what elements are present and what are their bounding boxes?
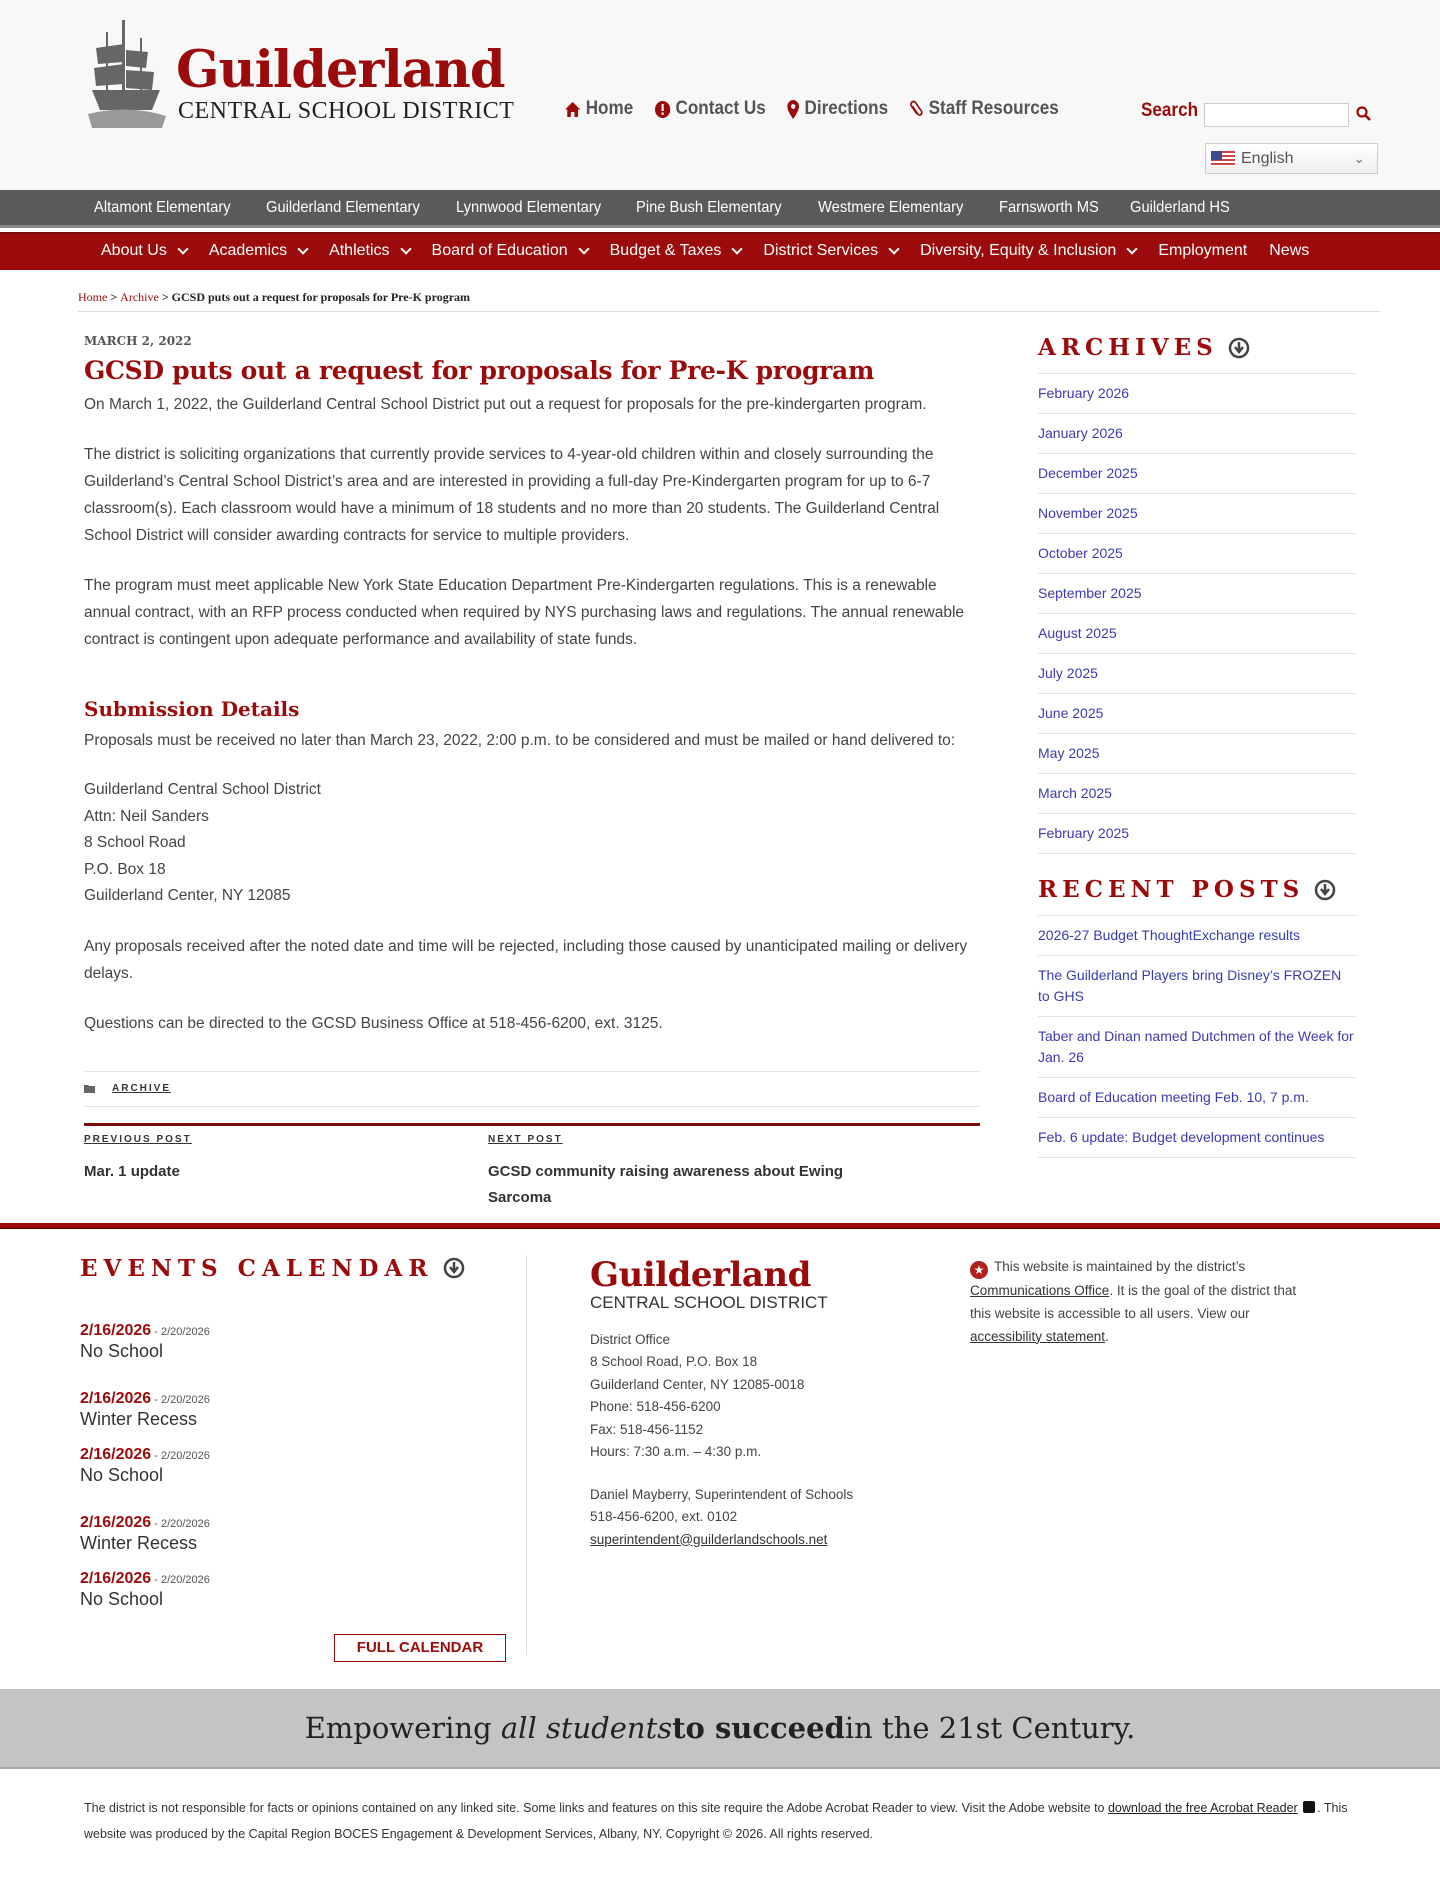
address-line: Attn: Neil Sanders <box>84 807 209 825</box>
event-item[interactable] <box>80 1322 506 1362</box>
tagline-part: to succeed <box>672 1710 845 1745</box>
disclaimer-text: . This website was produced by the Capital Region BOCES Engagement & Development Services, Albany, NY. Copyright © 2026. All rights reserved. <box>84 1800 1348 1841</box>
disclaimer-text: The district is not responsible for facts or opinions contained on any linked site. Some links and features on this site require the Adobe Acrobat Reader to view. Visit the Adobe website to <box>84 1800 1108 1815</box>
school-link-lynnwood[interactable]: Lynnwood Elementary <box>455 198 601 216</box>
archives-list <box>1038 374 1356 854</box>
language-value: English <box>1241 149 1294 167</box>
post-article <box>84 334 980 1211</box>
recent-posts-title: RECENT POSTS <box>1038 876 1305 903</box>
utility-label: Staff Resources <box>928 98 1059 119</box>
external-link-icon <box>1303 1801 1315 1813</box>
nav-about-us[interactable] <box>101 242 187 260</box>
search-label: Search <box>1141 100 1199 121</box>
chevron-down-icon: ⌄ <box>1353 150 1365 166</box>
school-link-westmere[interactable]: Westmere Elementary <box>817 198 964 216</box>
utility-home-link[interactable] <box>565 98 633 120</box>
address-line: Guilderland Center, NY 12085 <box>84 887 291 904</box>
spacer <box>590 1464 936 1484</box>
us-flag-icon <box>1211 151 1235 167</box>
language-select[interactable] <box>1205 143 1378 174</box>
arrow-circle-down-icon[interactable] <box>1314 879 1336 901</box>
previous-post-label: PREVIOUS POST <box>84 1133 192 1145</box>
nav-label: Athletics <box>329 242 390 259</box>
breadcrumb-separator: > <box>107 290 121 304</box>
footer-logo-subtitle: CENTRAL SCHOOL DISTRICT <box>590 1292 828 1312</box>
nav-district-services[interactable] <box>763 242 898 260</box>
link-text: download the free Acrobat Reader <box>1107 1800 1298 1815</box>
recent-post-link[interactable]: The Guilderland Players bring Disney’s FROZEN to GHS <box>1038 956 1356 1017</box>
event-name: Winter Recess <box>80 1408 198 1429</box>
map-marker-icon <box>787 100 799 119</box>
search-button[interactable] <box>1356 106 1371 126</box>
address-line: Guilderland Central School District <box>84 781 321 798</box>
footer-logo-title: Guilderland <box>590 1254 811 1295</box>
utility-label: Home <box>585 98 634 119</box>
archives-heading <box>1038 334 1356 374</box>
nav-label: Academics <box>208 242 288 259</box>
event-item[interactable] <box>80 1390 506 1430</box>
chevron-down-icon <box>888 243 899 254</box>
breadcrumb-current: GCSD puts out a request for proposals for Pre-K program <box>171 290 471 304</box>
archive-link[interactable]: January 2026 <box>1038 414 1356 454</box>
chevron-down-icon <box>578 243 589 254</box>
event-name: Winter Recess <box>80 1532 198 1553</box>
chevron-down-icon <box>732 243 743 254</box>
event-start-date: 2/16/2026 <box>80 1389 152 1407</box>
nav-athletics[interactable] <box>329 242 409 260</box>
event-start-date: 2/16/2026 <box>80 1321 152 1339</box>
contact-line: Fax: 518-456-1152 <box>590 1421 704 1437</box>
event-name: No School <box>80 1340 164 1361</box>
utility-staff-link[interactable] <box>910 98 1059 120</box>
event-end-date: - 2/20/2026 <box>151 1517 210 1530</box>
previous-post-title: Mar. 1 update <box>84 1162 180 1180</box>
event-start-date: 2/16/2026 <box>80 1445 152 1463</box>
site-header <box>0 0 1440 190</box>
category-archive-link[interactable]: ARCHIVE <box>112 1083 172 1094</box>
event-end-date: - 2/20/2026 <box>151 1325 210 1338</box>
event-name: No School <box>80 1588 164 1609</box>
paragraph: Proposals must be received no later than March 23, 2022, 2:00 p.m. to be considered and must be mailed or hand delivered to: <box>84 732 956 749</box>
paragraph: The district is soliciting organizations that currently provide services to 4-year-old children within and closely surrounding the Guilderland’s Central School District’s area and are interested in providing a full-day Pre-Kindergarten program for up to 6-7 classroom(s). Each classroom would have a minimum of 18 students and no more than 20 students. The Guilderland Central School District will consider awarding contracts for service to multiple providers. <box>84 446 940 544</box>
nav-news[interactable] <box>1269 242 1309 260</box>
main-nav <box>0 228 1440 270</box>
utility-nav <box>565 98 1059 120</box>
event-end-date: - 2/20/2026 <box>151 1393 210 1406</box>
sidebar <box>1038 334 1356 1211</box>
folder-icon <box>84 1084 96 1094</box>
accessibility-statement-link[interactable] <box>970 1329 1105 1344</box>
nav-board-of-education[interactable] <box>432 242 588 260</box>
event-item[interactable] <box>80 1446 506 1486</box>
nav-label: About Us <box>101 242 167 259</box>
link-text: Communications Office <box>970 1282 1110 1298</box>
archives-title: ARCHIVES <box>1038 334 1218 361</box>
chevron-down-icon <box>1127 243 1138 254</box>
recent-post-link[interactable]: Board of Education meeting Feb. 10, 7 p.m. <box>1038 1078 1356 1118</box>
nav-budget-taxes[interactable] <box>610 242 742 260</box>
page-content <box>0 334 1440 1211</box>
events-calendar <box>80 1255 527 1655</box>
paragraph: Any proposals received after the noted date and time will be rejected, including those caused by unanticipated mailing or delivery delays. <box>84 937 968 982</box>
archive-link[interactable]: March 2025 <box>1038 774 1356 814</box>
superintendent-line: Daniel Mayberry, Superintendent of Schools <box>590 1486 854 1502</box>
events-title: EVENTS CALENDAR <box>80 1254 434 1282</box>
tagline-part: all students <box>500 1710 673 1745</box>
paperclip-icon <box>910 100 924 118</box>
archive-link[interactable]: August 2025 <box>1038 614 1356 654</box>
next-post-link[interactable] <box>488 1134 848 1211</box>
next-post-title: GCSD community raising awareness about Ewing Sarcoma <box>488 1162 844 1206</box>
acrobat-reader-link[interactable] <box>1108 1801 1298 1815</box>
post-date: MARCH 2, 2022 <box>84 334 192 348</box>
nav-label: Budget & Taxes <box>609 242 722 259</box>
paragraph: The program must meet applicable New York State Education Department Pre-Kindergarten regulations. This is a renewable annual contract, with an RFP process conducted when required by NYS purchasing laws and regulations. The annual renewable contract is contingent upon adequate performance and availability of state funds. <box>84 577 965 648</box>
link-text: accessibility statement <box>970 1328 1106 1344</box>
post-body <box>84 391 980 1037</box>
nav-label: District Services <box>763 242 879 259</box>
breadcrumb-archive[interactable]: Archive <box>120 290 159 304</box>
school-link-guilderland-hs[interactable]: Guilderland HS <box>1130 198 1231 216</box>
contact-line: Guilderland Center, NY 12085-0018 <box>590 1376 805 1392</box>
event-item[interactable] <box>80 1514 506 1554</box>
event-start-date: 2/16/2026 <box>80 1513 152 1531</box>
contact-line: 8 School Road, P.O. Box 18 <box>590 1354 758 1369</box>
paragraph: Questions can be directed to the GCSD Business Office at 518-456-6200, ext. 3125. <box>84 1014 663 1032</box>
recent-posts-heading <box>1038 876 1356 916</box>
event-start-date: 2/16/2026 <box>80 1569 152 1587</box>
school-link-farnsworth[interactable]: Farnsworth MS <box>998 198 1099 216</box>
contact-line: Hours: 7:30 a.m. – 4:30 p.m. <box>590 1444 762 1459</box>
contact-line: District Office <box>590 1331 671 1347</box>
archive-link[interactable]: February 2026 <box>1038 374 1356 414</box>
logo-subtitle: CENTRAL SCHOOL DISTRICT <box>178 98 515 124</box>
nav-label: Board of Education <box>431 242 568 259</box>
recent-post-link[interactable]: Feb. 6 update: Budget development continues <box>1038 1118 1356 1158</box>
legal-disclaimer <box>0 1769 1440 1864</box>
contact-line: Phone: 518-456-6200 <box>590 1399 721 1414</box>
next-post-label: NEXT POST <box>488 1133 563 1145</box>
access-text: . <box>1105 1328 1109 1344</box>
access-text: . It is the goal of the district that this website is accessible to all users. View our <box>970 1282 1297 1321</box>
recent-post-link[interactable]: 2026-27 Budget ThoughtExchange results <box>1038 916 1356 956</box>
accessibility-icon: ★ <box>970 1261 988 1279</box>
utility-contact-link[interactable] <box>655 98 766 120</box>
logo-title: Guilderland <box>176 40 505 100</box>
chevron-down-icon <box>400 243 411 254</box>
school-link-guilderland-elementary[interactable]: Guilderland Elementary <box>265 198 420 216</box>
archive-link[interactable]: July 2025 <box>1038 654 1356 694</box>
event-end-date: - 2/20/2026 <box>151 1573 210 1586</box>
nav-academics[interactable] <box>209 242 307 260</box>
arrow-circle-down-icon[interactable] <box>443 1257 465 1279</box>
full-calendar-button[interactable]: FULL CALENDAR <box>334 1634 506 1662</box>
tagline-part: Empowering <box>304 1710 492 1745</box>
previous-post-link[interactable] <box>84 1134 488 1211</box>
utility-label: Directions <box>804 98 889 119</box>
event-end-date: - 2/20/2026 <box>151 1449 210 1462</box>
home-icon <box>565 102 580 117</box>
event-name: No School <box>80 1464 164 1485</box>
archive-link[interactable]: February 2025 <box>1038 814 1356 854</box>
archive-link[interactable]: May 2025 <box>1038 734 1356 774</box>
communications-office-link[interactable] <box>970 1283 1109 1298</box>
utility-directions-link[interactable] <box>787 98 888 120</box>
post-categories <box>84 1071 980 1107</box>
nav-label: Employment <box>1158 242 1248 259</box>
superintendent-line: 518-456-6200, ext. 0102 <box>590 1509 738 1524</box>
site-footer <box>0 1229 1440 1689</box>
search-icon <box>1356 106 1371 121</box>
submission-heading: Submission Details <box>84 697 300 721</box>
recent-post-link[interactable]: Taber and Dinan named Dutchmen of the Week for Jan. 26 <box>1038 1017 1356 1078</box>
chevron-down-icon <box>177 243 188 254</box>
breadcrumb <box>78 290 1380 312</box>
event-item[interactable] <box>80 1570 506 1610</box>
schools-nav <box>0 190 1440 228</box>
archive-link[interactable]: November 2025 <box>1038 494 1356 534</box>
school-link-altamont[interactable]: Altamont Elementary <box>94 198 231 216</box>
breadcrumb-separator: > <box>158 290 172 304</box>
events-heading <box>80 1255 506 1294</box>
nav-employment[interactable] <box>1158 242 1247 260</box>
tagline-banner <box>0 1689 1440 1769</box>
chevron-down-icon <box>297 243 308 254</box>
breadcrumb-home[interactable]: Home <box>78 290 108 304</box>
district-logo[interactable] <box>88 18 518 133</box>
nav-dei[interactable] <box>920 242 1136 260</box>
district-contact <box>527 1255 936 1689</box>
archive-link[interactable]: September 2025 <box>1038 574 1356 614</box>
nav-label: News <box>1269 242 1310 259</box>
exclamation-circle-icon <box>655 101 670 118</box>
accessibility-notice <box>936 1255 1306 1689</box>
superintendent-email-link[interactable]: superintendent@guilderlandschools.net <box>590 1531 828 1547</box>
access-text: This website is maintained by the district’s <box>994 1258 1246 1274</box>
district-office-info <box>590 1329 936 1552</box>
arrow-circle-down-icon[interactable] <box>1228 337 1250 359</box>
address-line: P.O. Box 18 <box>84 860 166 878</box>
search-input[interactable] <box>1204 103 1349 127</box>
recent-posts-list <box>1038 916 1356 1158</box>
archive-link[interactable]: October 2025 <box>1038 534 1356 574</box>
utility-label: Contact Us <box>675 98 766 119</box>
post-navigation <box>84 1123 980 1211</box>
ship-logo-icon <box>88 18 168 130</box>
mailing-address <box>84 777 980 910</box>
school-link-pine-bush[interactable]: Pine Bush Elementary <box>636 198 783 216</box>
nav-label: Diversity, Equity & Inclusion <box>920 242 1117 259</box>
archive-link[interactable]: December 2025 <box>1038 454 1356 494</box>
address-line: 8 School Road <box>84 834 186 851</box>
post-title: GCSD puts out a request for proposals for Pre-K program <box>84 356 875 385</box>
archive-link[interactable]: June 2025 <box>1038 694 1356 734</box>
paragraph: On March 1, 2022, the Guilderland Central School District put out a request for proposals for the pre-kindergarten program. <box>84 396 927 413</box>
tagline-part: in the 21st Century. <box>844 1710 1136 1745</box>
